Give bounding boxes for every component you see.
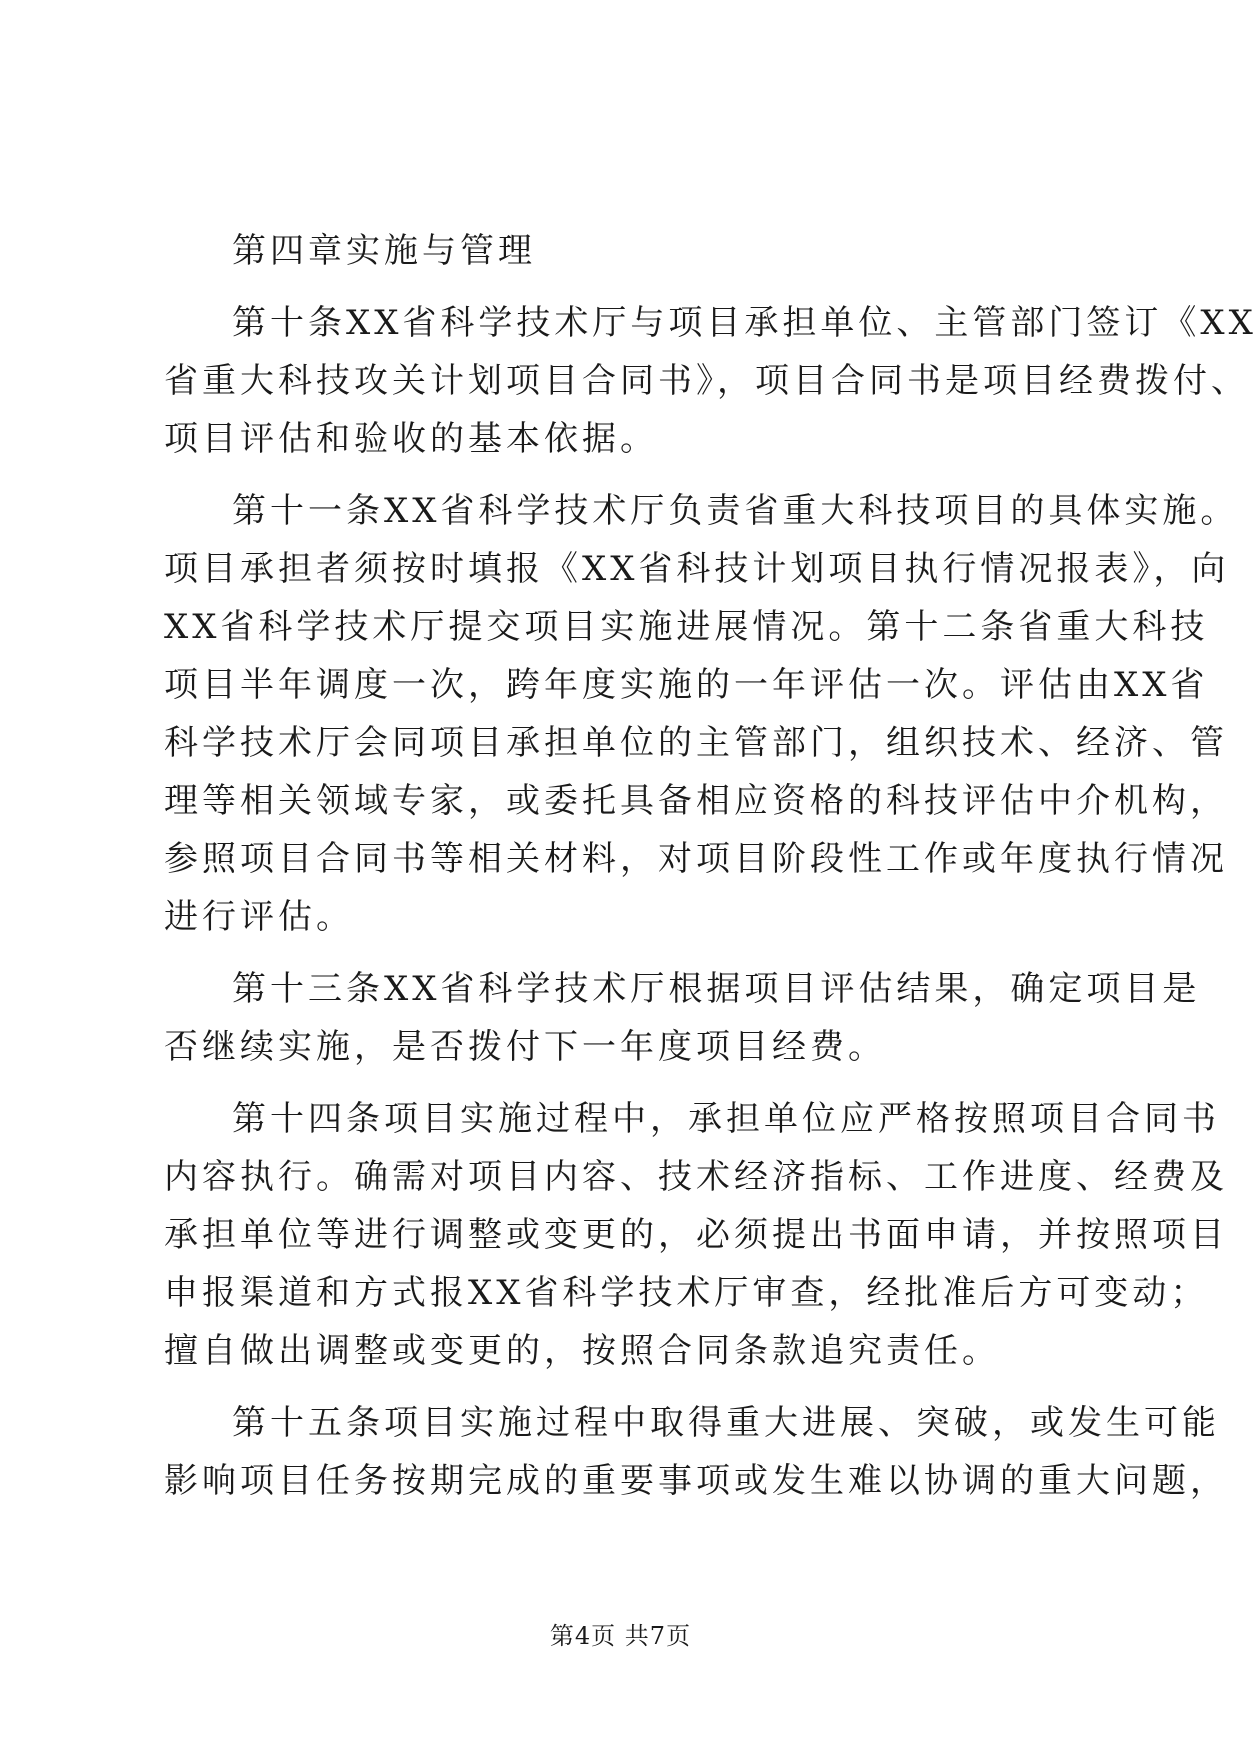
paragraph-article-11 [164,482,1239,946]
text-line: 擅自做出调整或变更的，按照合同条款追究责任。 [164,1331,1000,1371]
text-line: 参照项目合同书等相关材料，对项目阶段性工作或年度执行情况 [164,839,1228,879]
text-line: 科学技术厅会同项目承担单位的主管部门，组织技术、经济、管 [164,723,1228,763]
chapter-heading: 第四章实施与管理 [232,231,536,271]
text-line: 第十条XX省科学技术厅与项目承担单位、主管部门签订《XX [232,303,1257,343]
paragraph-article-13 [164,960,1201,1076]
text-line: 否继续实施，是否拨付下一年度项目经费。 [164,1027,886,1067]
text-line: 项目评估和验收的基本依据。 [164,419,658,459]
text-line: 项目承担者须按时填报《XX省科技计划项目执行情况报表》，向 [164,549,1230,589]
page-number-footer: 第4页 共7页 [549,1622,692,1650]
text-line: 第十三条XX省科学技术厅根据项目评估结果，确定项目是 [232,969,1201,1009]
text-line: 申报渠道和方式报XX省科学技术厅审查，经批准后方可变动； [164,1273,1209,1313]
paragraph-article-14 [164,1090,1228,1380]
text-line: 省重大科技攻关计划项目合同书》，项目合同书是项目经费拨付、 [164,361,1249,401]
text-line: 进行评估。 [164,897,354,937]
text-line: 第十一条XX省科学技术厅负责省重大科技项目的具体实施。 [232,491,1239,531]
text-line: 影响项目任务按期完成的重要事项或发生难以协调的重大问题， [164,1461,1228,1501]
text-line: 承担单位等进行调整或变更的，必须提出书面申请，并按照项目 [164,1215,1228,1255]
paragraph-article-15 [164,1394,1228,1510]
document-body [164,222,1257,1510]
text-line: 理等相关领域专家，或委托具备相应资格的科技评估中介机构， [164,781,1228,821]
text-line: 内容执行。确需对项目内容、技术经济指标、工作进度、经费及 [164,1157,1228,1197]
text-line: 项目半年调度一次，跨年度实施的一年评估一次。评估由XX省 [164,665,1209,705]
text-line: 第十四条项目实施过程中，承担单位应严格按照项目合同书 [232,1099,1220,1139]
paragraph-article-10 [164,294,1257,468]
text-line: 第十五条项目实施过程中取得重大进展、突破，或发生可能 [232,1403,1220,1443]
text-line: XX省科学技术厅提交项目实施进展情况。第十二条省重大科技 [164,607,1209,647]
